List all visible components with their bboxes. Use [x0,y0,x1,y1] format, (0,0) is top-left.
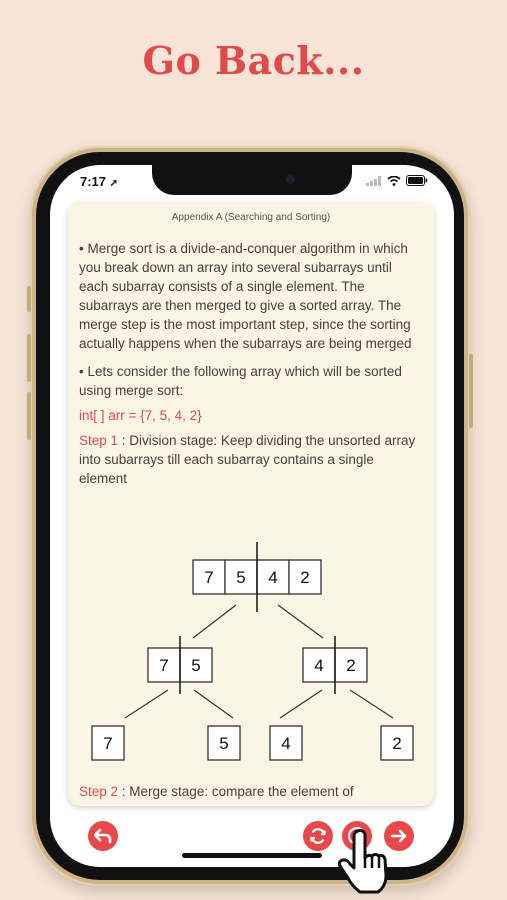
go-back-title[interactable]: Go Back... [142,38,365,83]
leaf-2: 4 [281,734,291,753]
undo-arrow-icon[interactable] [88,821,118,851]
step-1-label: Step 1 [79,433,119,448]
step-1 [68,431,434,488]
step-2 [79,784,354,799]
merge-sort-paragraph: • Merge sort is a divide-and-conquer algorithm in which you break down an array into several subarrays until each subarray consists of a single element. The subarrays are then merged to give a sorted array. The merge step is the most important step, since the sorting actually happens when the subarrays are being merged [79,241,412,351]
battery-icon [406,175,428,186]
notch [152,165,352,195]
status-icons [366,175,428,186]
top-cell-3: 2 [300,568,310,587]
content-card[interactable] [68,202,434,806]
mid-right-cell-0: 4 [314,656,324,675]
mid-left-cell-1: 5 [191,656,201,675]
phone-side-button-left [27,286,31,312]
step-1-text: : Division stage: Keep dividing the unsorted array into subarrays till each subarray contains a single element [79,433,416,486]
edge-mid-right-a [280,690,322,718]
edge-mid-left-b [194,690,233,718]
top-cell-2: 4 [268,568,278,587]
leaf-1: 5 [219,734,229,753]
location-icon: ➚ [109,178,119,189]
edge-mid-left-a [125,690,168,718]
code-snippet: int[ ] arr = {7, 5, 4, 2} [79,408,202,423]
leaf-0: 7 [103,734,113,753]
top-cell-0: 7 [204,568,214,587]
refresh-icon[interactable] [303,821,333,851]
wifi-icon [387,176,401,186]
signal-icon [366,176,382,186]
phone-volume-up-button [27,334,31,382]
array-intro-paragraph: • Lets consider the following array which will be sorted using merge sort: [79,364,402,398]
phone-power-button [469,354,473,428]
top-cell-1: 5 [236,568,246,587]
hand-pointer-icon [334,828,396,898]
edge-top-right [278,605,323,638]
step-2-label: Step 2 [79,784,119,799]
mid-right-cell-1: 2 [346,656,356,675]
camera [286,175,295,184]
phone-screen [50,165,454,867]
appendix-header: Appendix A (Searching and Sorting) [171,212,331,223]
status-time [80,174,118,189]
step-2-text: : Merge stage: compare the element of [118,784,354,799]
edge-top-left [193,605,236,638]
mid-left-cell-0: 7 [159,656,169,675]
status-time-text: 7:17 [80,174,107,189]
phone-volume-down-button [27,392,31,440]
merge-sort-diagram [68,532,434,772]
edge-mid-right-b [350,690,393,718]
home-indicator [182,853,322,858]
leaf-3: 2 [392,734,402,753]
